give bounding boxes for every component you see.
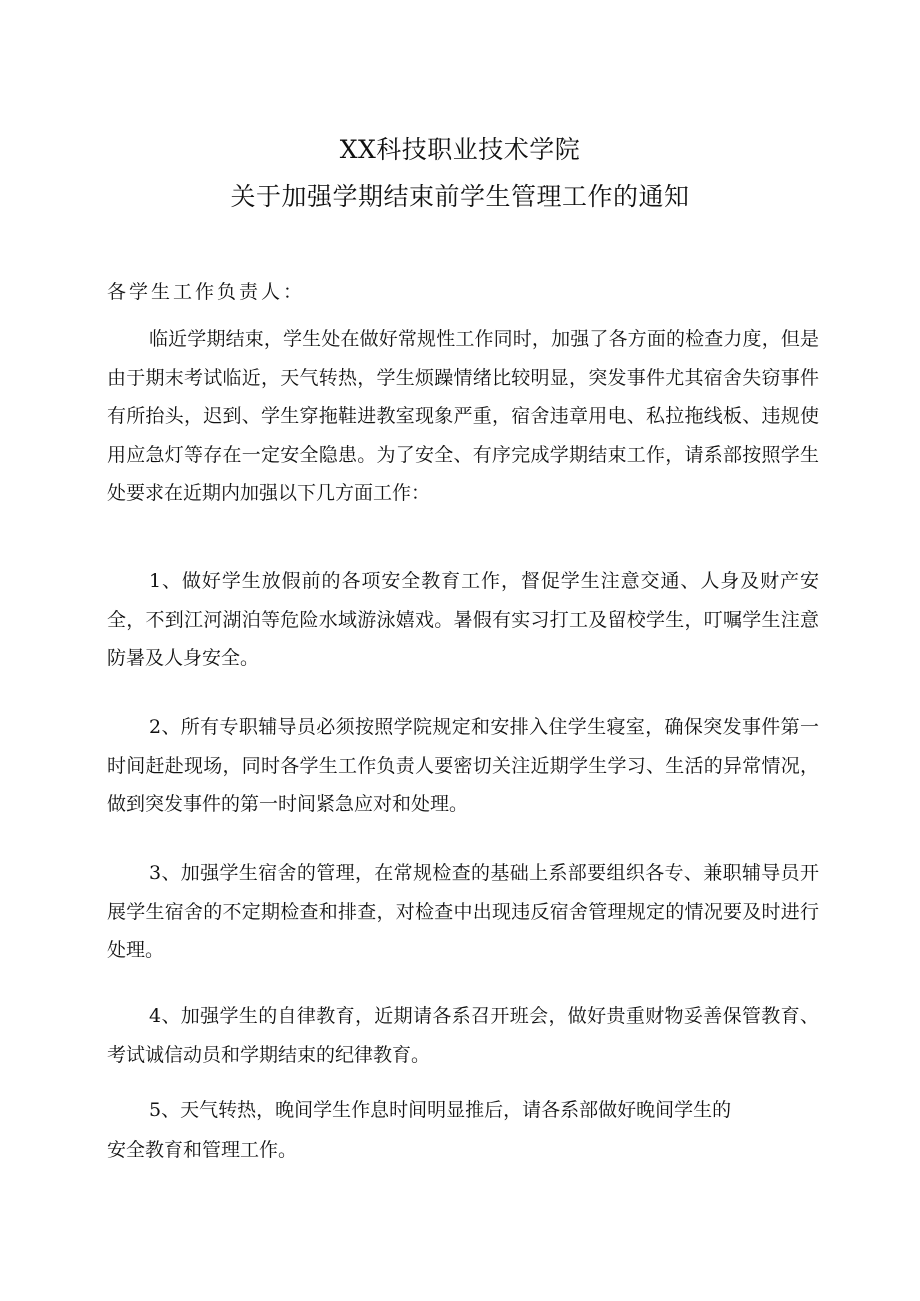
paragraph-item-5-line-1: 5、天气转热，晚间学生作息时间明显推后，请各系部做好晚间学生的 <box>149 1099 732 1121</box>
paragraph-item-3: 3、加强学生宿舍的管理，在常规检查的基础上系部要组织各专、兼职辅导员开展学生宿舍的不定期检查和排查，对检查中出现违反宿舍管理规定的情况要及时进行处理。 <box>107 862 819 961</box>
paragraph-item-1: 1、做好学生放假前的各项安全教育工作，督促学生注意交通、人身及财产安全，不到江河湖泊等危险水域游泳嬉戏。暑假有实习打工及留校学生，叮嘱学生注意防暑及人身安全。 <box>107 570 819 669</box>
paragraph-item-4: 4、加强学生的自律教育，近期请各系召开班会，做好贵重财物妥善保管教育、考试诚信动员和学期结束的纪律教育。 <box>107 1005 819 1066</box>
salutation: 各学生工作负责人： <box>107 281 306 303</box>
document-title-institution: XX科技职业技术学院 <box>339 135 581 164</box>
paragraph-item-2: 2、所有专职辅导员必须按照学院规定和安排入住学生寝室，确保突发事件第一时间赶赴现场，同时各学生工作负责人要密切关注近期学生学习、生活的异常情况，做到突发事件的第一时间紧急应对和处理。 <box>107 716 819 815</box>
document-title-notice: 关于加强学期结束前学生管理工作的通知 <box>230 182 690 211</box>
paragraph-intro: 临近学期结束，学生处在做好常规性工作同时，加强了各方面的检查力度，但是由于期末考试临近，天气转热，学生烦躁情绪比较明显，突发事件尤其宿舍失窃事件有所抬头，迟到、学生穿拖鞋进教室现象严重，宿舍违章用电、私拉拖线板、违规使用应急灯等存在一定安全隐患。为了安全、有序完成学期结束工作，请系部按照学生处要求在近期内加强以下几方面工作： <box>107 328 819 504</box>
paragraph-item-5-line-2: 安全教育和管理工作。 <box>107 1139 298 1161</box>
